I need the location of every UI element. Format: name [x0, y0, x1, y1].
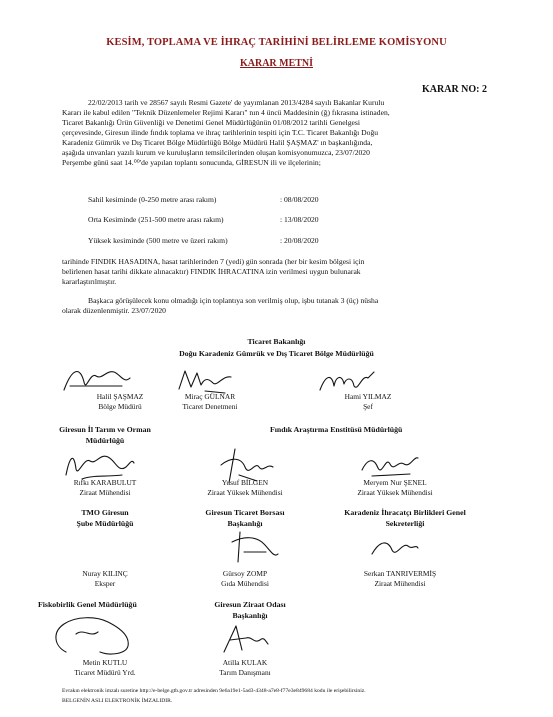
signatory-name: Atilla KULAK [222, 658, 268, 667]
zone-label: Sahil kesiminde (0-250 metre arası rakım) [88, 195, 217, 204]
agriculture-chamber: Giresun Ziraat Odası [214, 600, 286, 609]
signatory-role: Ticaret Denetmeni [182, 402, 238, 411]
signatory-role: Gıda Mühendisi [221, 579, 269, 588]
signatory-name: Meryem Nur ŞENEL [363, 478, 427, 487]
paragraph2-line: tarihinde FINDIK HASADINA, hasat tarihlerinden 7 (yedi) gün sonrada (her bir kesim bölgesi için [62, 257, 365, 266]
signatory-role: Şef [363, 402, 373, 411]
zone-label: Yüksek kesiminde (500 metre ve üzeri rakım) [88, 236, 228, 245]
signatory-name: Rıfkı KARABULUT [73, 478, 137, 487]
paragraph3-line: olarak düzenlenmiştir. 23/07/2020 [62, 306, 166, 315]
signatory-role: Ziraat Mühendisi [374, 579, 426, 588]
paragraph1-line: aşağıda unvanları yazılı kurum ve kuruluşların temsilcilerinden oluşan komisyonumuzca, 23/07/2020 [62, 148, 370, 157]
signatory-name: Yusuf BİLGEN [221, 478, 269, 487]
signatory-role: Ziraat Mühendisi [79, 488, 131, 497]
paragraph3-line: Başkaca görüşülecek konu olmadığı için toplantıya son verilmiş olup, işbu tutanak 3 (üç) nüsha [88, 296, 379, 305]
verification-note: Evrakın elektronik imzalı suretine http://e-belge.gtb.gov.tr adresinden 9e6a19e1-5ad3-4348-a7e8-f77e3e849684 kodu ile erişebilirsiniz. [62, 688, 366, 694]
commodity-exchange: Giresun Ticaret Borsası [205, 508, 285, 517]
exporters-union-line2: Sekreterliği [385, 519, 425, 528]
paragraph1-line: Karadeniz Gümrük ve Dış Ticaret Bölge Müdürlüğü Bölge Müdürü Halil ŞAŞMAZ' ın başkanlığında, [62, 138, 373, 147]
tmo-branch: TMO Giresun [81, 508, 129, 517]
regional-directorate: Doğu Karadeniz Gümrük ve Dış Ticaret Bölge Müdürlüğü [179, 349, 374, 358]
fiskobirlik-directorate: Fiskobirlik Genel Müdürlüğü [38, 600, 137, 609]
agriculture-chamber-line2: Başkanlığı [232, 611, 268, 620]
signature-metin-kutlu [50, 612, 135, 658]
signatory-role: Tarım Danışmanı [219, 668, 271, 677]
zone-date: : 13/08/2020 [280, 215, 319, 224]
zone-date: : 08/08/2020 [280, 195, 319, 204]
signature-meryem-nur-senel [360, 450, 420, 480]
signatory-role: Ziraat Yüksek Mühendisi [207, 488, 283, 497]
zone-label: Orta Kesiminde (251-500 metre arası rakım) [88, 215, 224, 224]
signature-atilla-kulak [218, 622, 270, 656]
signatory-name: Nuray KILINÇ [82, 569, 128, 578]
tmo-branch-line2: Şube Müdürlüğü [76, 519, 134, 528]
signatory-name: Gürsoy ZOMP [222, 569, 268, 578]
signatory-name: Metin KUTLU [82, 658, 128, 667]
tarim-directorate: Giresun İl Tarım ve Orman [59, 425, 151, 434]
paragraph2-line: belirlenen hasat tarihi dikkate alınacaktır) FINDIK İHRACATINA izin verilmesi uygun bulunarak [62, 267, 361, 276]
signatory-role: Ziraat Yüksek Mühendisi [357, 488, 433, 497]
paragraph1-line: 22/02/2013 tarih ve 28567 sayılı Resmi Gazete' de yayımlanan 2013/4284 sayılı Bakanlar Kurulu [88, 98, 385, 107]
paragraph1-line: çerçevesinde, Giresun ilinde fındık toplama ve ihraç tarihlerinin tespiti için T.C. Ticaret Bakanlığı Doğu [62, 128, 379, 137]
paragraph2-line: kararlaştırılmıştır. [62, 277, 117, 286]
signatory-role: Eksper [94, 579, 116, 588]
signature-gursoy-zomp [230, 528, 280, 566]
findik-institute: Fındık Araştırma Enstitüsü Müdürlüğü [270, 425, 403, 434]
tarim-directorate-line2: Müdürlüğü [85, 436, 125, 445]
signature-serkan-tanrivermis [370, 534, 420, 562]
paragraph1-line: Kararı ile kabul edilen "Teknik Düzenlemeler Rejimi Kararı" nın 4 üncü Maddesinin (ğ) fıkrasına istinaden, [62, 108, 390, 117]
signatory-role: Ticaret Müdürü Yrd. [74, 668, 136, 677]
signatory-name: Hami YILMAZ [344, 392, 392, 401]
signatory-name: Halil ŞAŞMAZ [96, 392, 144, 401]
decision-number: KARAR NO: 2 [422, 84, 487, 95]
e-signature-note: BELGENİN ASLI ELEKTRONİK İMZALIDIR. [62, 698, 173, 704]
ministry-name: Ticaret Bakanlığı [247, 337, 306, 346]
paragraph1-line: Ticaret Bakanlığı Ürün Güvenliği ve Denetimi Genel Müdürlüğünün 01/08/2012 tarihli Genelgesi [62, 118, 360, 127]
signatory-role: Bölge Müdürü [98, 402, 142, 411]
zone-date: : 20/08/2020 [280, 236, 319, 245]
decision-heading: KARAR METNİ [239, 58, 314, 69]
paragraph1-line: Perşembe günü saat 14.⁰⁰'de yapılan toplantı sonucunda, GİRESUN ili ve ilçelerinin; [62, 158, 321, 167]
commission-title: KESİM, TOPLAMA VE İHRAÇ TARİHİNİ BELİRLEME KOMİSYONU [106, 37, 447, 48]
exporters-union: Karadeniz İhracatçı Birlikleri Genel [344, 508, 466, 517]
commodity-exchange-line2: Başkanlığı [227, 519, 263, 528]
signatory-name: Miraç GÜLNAR [184, 392, 236, 401]
signatory-name: Serkan TANRIVERMİŞ [363, 569, 437, 578]
